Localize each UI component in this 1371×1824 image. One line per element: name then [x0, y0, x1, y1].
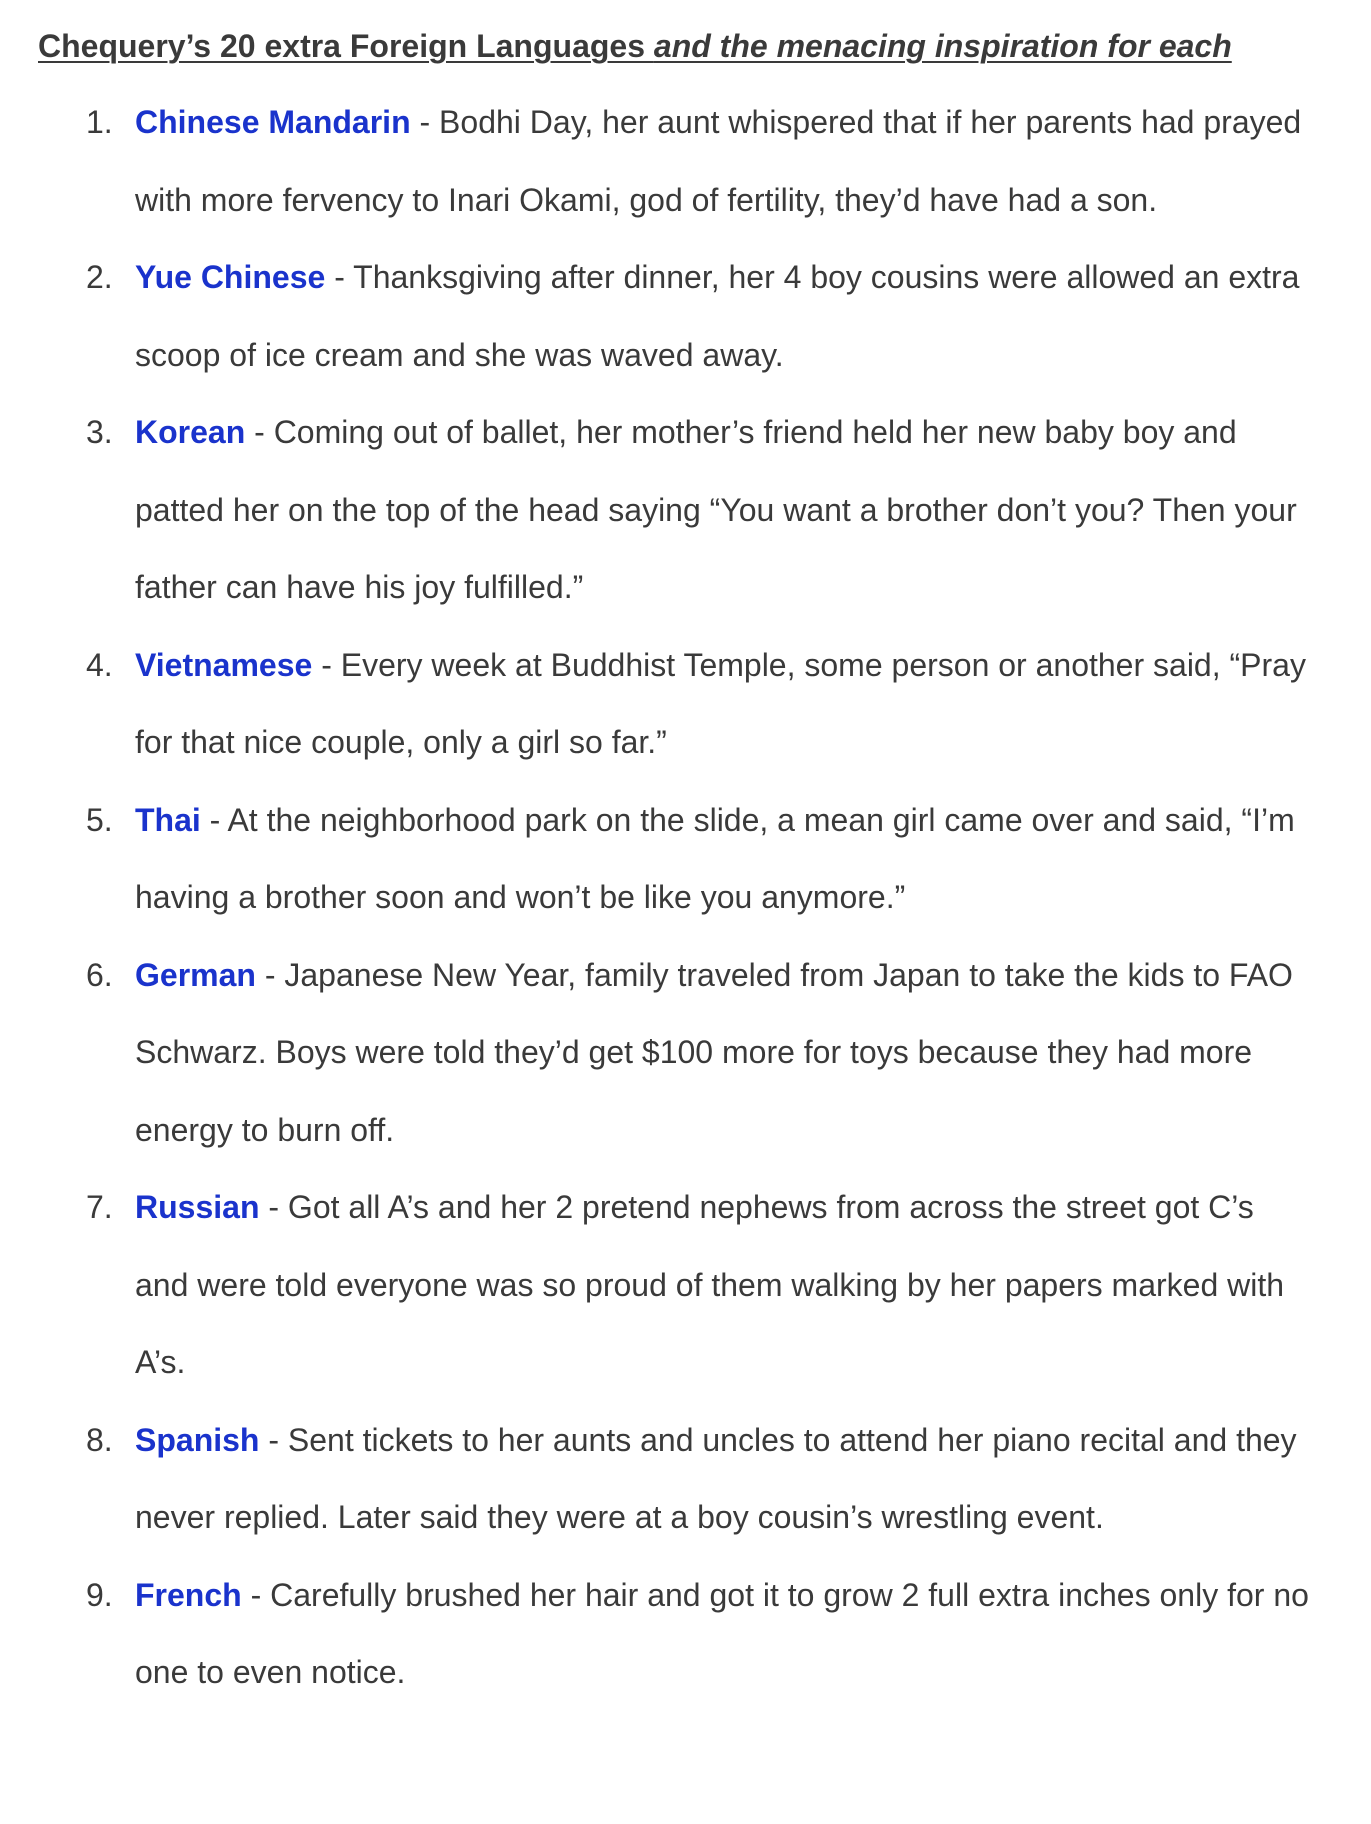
separator: - — [255, 956, 285, 993]
list-item — [38, 627, 1311, 782]
separator: - — [325, 259, 354, 295]
title-main: Chequery’s 20 extra Foreign Languages — [38, 28, 645, 64]
list-item — [38, 239, 1311, 394]
inspiration-text: Bodhi Day, her aunt whispered that if her parents had prayed with more fervency to Inari Okami, god of fertility, they’d have had a son. — [135, 104, 1302, 218]
separator: - — [410, 104, 440, 140]
item-number: 9. — [86, 1576, 113, 1613]
inspiration-text: Sent tickets to her aunts and uncles to attend her piano recital and they never replied. Later said they were at a boy cousin’s wrestling event. — [135, 1421, 1297, 1535]
language-name: Spanish — [135, 1421, 260, 1458]
item-number: 2. — [86, 259, 113, 295]
inspiration-text: Japanese New Year, family traveled from Japan to take the kids to FAO Schwarz. Boys were told they’d get $100 more for toys because they had more energy to burn off. — [135, 956, 1293, 1148]
list-item — [38, 394, 1311, 627]
list-item — [38, 937, 1311, 1170]
item-number: 3. — [86, 414, 113, 450]
language-name: French — [135, 1576, 242, 1613]
document-title — [38, 24, 1311, 68]
item-number: 1. — [86, 104, 113, 140]
language-name: Chinese Mandarin — [135, 104, 411, 140]
list-item — [38, 782, 1311, 937]
item-number: 8. — [86, 1421, 113, 1458]
language-list — [38, 84, 1311, 1712]
inspiration-text: Every week at Buddhist Temple, some person or another said, “Pray for that nice couple, only a girl so far.” — [135, 646, 1306, 760]
language-name: Korean — [135, 414, 246, 450]
item-number: 6. — [86, 956, 113, 993]
item-number: 4. — [86, 646, 113, 683]
separator: - — [200, 801, 228, 838]
list-item — [38, 84, 1311, 239]
language-name: German — [135, 956, 256, 993]
language-name: Vietnamese — [135, 646, 313, 683]
list-item — [38, 1169, 1311, 1402]
list-item — [38, 1557, 1311, 1712]
list-item — [38, 1402, 1311, 1557]
language-name: Russian — [135, 1189, 260, 1225]
separator: - — [241, 1576, 271, 1613]
separator: - — [259, 1189, 288, 1225]
inspiration-text: Got all A’s and her 2 pretend nephews from across the street got C’s and were told everyone was so proud of them walking by her papers marked with A’s. — [135, 1189, 1285, 1380]
item-number: 5. — [86, 801, 113, 838]
inspiration-text: Thanksgiving after dinner, her 4 boy cousins were allowed an extra scoop of ice cream and she was waved away. — [135, 259, 1300, 373]
separator: - — [245, 414, 274, 450]
language-name: Yue Chinese — [135, 259, 326, 295]
inspiration-text: At the neighborhood park on the slide, a mean girl came over and said, “I’m having a brother soon and won’t be like you anymore.” — [135, 801, 1295, 915]
separator: - — [312, 646, 341, 683]
inspiration-text: Carefully brushed her hair and got it to grow 2 full extra inches only for no one to even notice. — [135, 1576, 1309, 1690]
title-italic: and the menacing inspiration for each — [653, 28, 1232, 64]
separator: - — [259, 1421, 288, 1458]
inspiration-text: Coming out of ballet, her mother’s friend held her new baby boy and patted her on the top of the head saying “You want a brother don’t you? Then your father can have his joy fulfilled.” — [135, 414, 1297, 605]
language-name: Thai — [135, 801, 201, 838]
item-number: 7. — [86, 1189, 113, 1225]
